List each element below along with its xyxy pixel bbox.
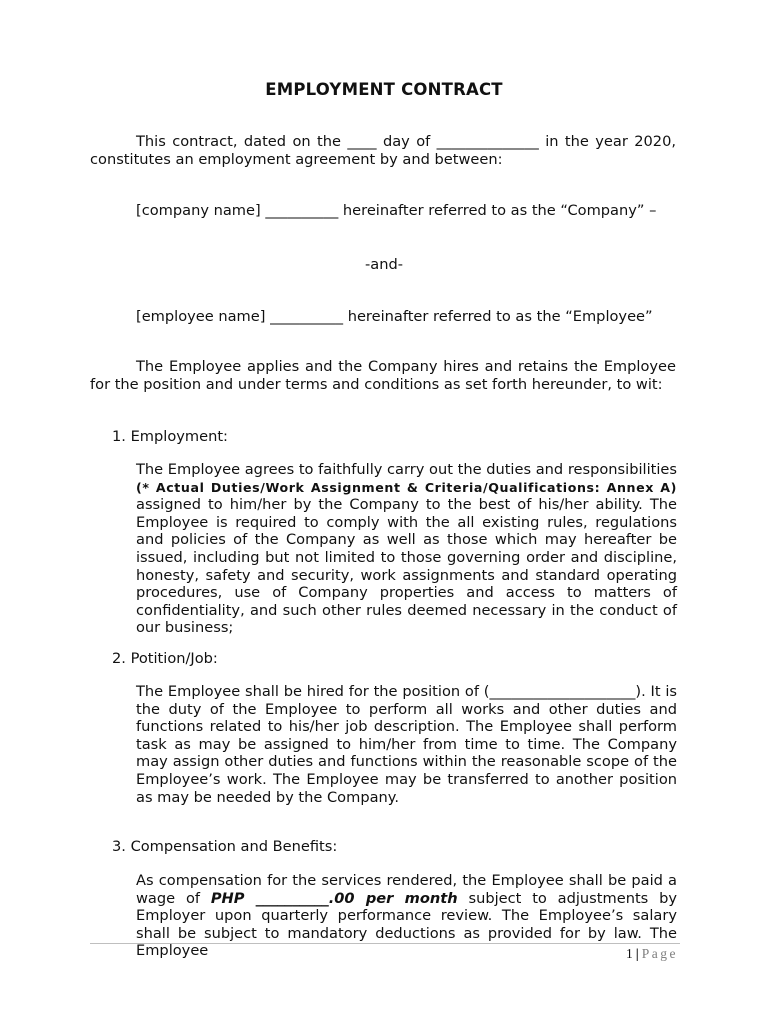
terms-text: The Employee applies and the Company hires and retains the Employee for the position and under terms and conditions as set forth hereunder, to wit: xyxy=(90,358,676,393)
annex-reference: (* Actual Duties/Work Assignment & Criteria/Qualifications: Annex A) xyxy=(136,479,677,495)
section-text: The Employee agrees to faithfully carry out the duties and responsibilities xyxy=(136,461,677,478)
page-label: Page xyxy=(641,946,678,961)
party-employee-line: [employee name] __________ hereinafter referred to as the “Employee” xyxy=(136,308,653,325)
section-heading-compensation: 3. Compensation and Benefits: xyxy=(112,838,338,855)
section-body-compensation xyxy=(136,872,677,960)
page-footer xyxy=(626,946,678,962)
section-body-position: The Employee shall be hired for the position of (____________________). It is the duty of the Employee to perform all works and other duties and functions related to his/her job description. The Employee shall perform task as may be assigned to him/her from time to time. The Company may assign other duties and functions within the reasonable scope of the Employee’s work. The Employee may be transferred to another position as may be needed by the Company. xyxy=(136,683,677,806)
intro-paragraph xyxy=(90,133,676,168)
footer-divider xyxy=(90,943,680,944)
section-body-employment xyxy=(136,461,677,637)
terms-paragraph xyxy=(90,358,676,393)
party-company-line: [company name] __________ hereinafter referred to as the “Company” – xyxy=(136,202,657,219)
section-heading-position: 2. Potition/Job: xyxy=(112,650,218,667)
section-text: assigned to him/her by the Company to the best of his/her ability. The Employee is required to comply with the all existing rules, regulations and policies of the Company as well as those which may hereafter be issued, including but not limited to those governing order and discipline, honesty, safety and security, work assignments and standard operating procedures, use of Company properties and access to matters of confidentiality, and such other rules deemed necessary in the conduct of our business; xyxy=(136,496,677,637)
section-heading-employment: 1. Employment: xyxy=(112,428,228,445)
intro-text: This contract, dated on the ____ day of ______________ in the year 2020, constitutes an employment agreement by and between: xyxy=(90,133,676,168)
section-text: As compensation for the services rendered, the Employee shall be paid a wage of xyxy=(136,872,677,907)
wage-amount: PHP __________.00 per month xyxy=(210,889,458,907)
document-title: EMPLOYMENT CONTRACT xyxy=(265,80,503,99)
section-text: subject to adjustments by Employer upon quarterly performance review. The Employee’s salary shall be subject to mandatory deductions as provided for by law. The Employee xyxy=(136,889,678,960)
footer-separator: | xyxy=(635,946,639,961)
page-number: 1 xyxy=(626,946,633,961)
and-separator: -and- xyxy=(365,256,403,273)
